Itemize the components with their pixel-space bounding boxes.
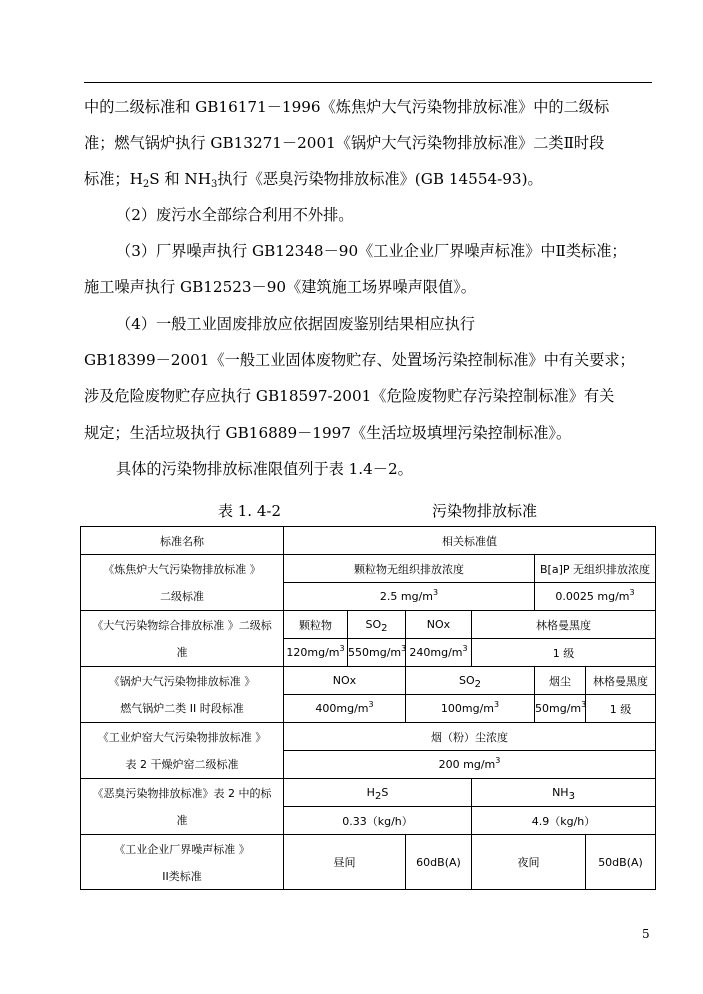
table-cell: NOx: [406, 611, 472, 639]
table-cell: 烟（粉）尘浓度: [284, 723, 656, 751]
table-number: 表 1. 4-2: [218, 502, 282, 520]
table-row: [81, 723, 656, 751]
table-cell: 50dB(A): [586, 835, 656, 890]
table-row: [81, 807, 656, 835]
table-cell: $550mg/m^3$: [348, 639, 406, 667]
row-standard-name: 《恶臭污染物排放标准》表 2 中的标: [81, 779, 284, 807]
header-rule: [84, 82, 652, 83]
table-cell: 0.0025 $mg/m^3$: [535, 583, 656, 611]
table-cell: 200 $mg/m^3$: [284, 751, 656, 779]
table-cell: $NH_3$: [472, 779, 656, 807]
table-cell: $100mg/m^3$: [406, 695, 535, 723]
table-row: [81, 779, 656, 807]
row-standard-name: 二级标准: [81, 583, 284, 611]
emission-standards-table: [80, 526, 656, 890]
para-line-7: （4）一般工业固废排放应依据固废鉴别结果相应执行: [116, 315, 475, 333]
para-line-2: 准；燃气锅炉执行 GB13271－2001《锅炉大气污染物排放标准》二类Ⅱ时段: [84, 134, 605, 152]
table-cell: B[a]P 无组织排放浓度: [535, 555, 656, 583]
table-cell: $50mg/m^3$: [535, 695, 586, 723]
table-cell: 林格曼黑度: [586, 667, 656, 695]
table-cell: 2.5 $mg/m^3$: [284, 583, 535, 611]
table-cell: $SO_2$: [406, 667, 535, 695]
row-standard-name: 《工业企业厂界噪声标准 》: [81, 835, 284, 863]
para-line-5: （3）厂界噪声执行 GB12348－90《工业企业厂界噪声标准》中Ⅱ类标准；: [116, 242, 627, 260]
table-cell: 4.9（kg/h）: [472, 807, 656, 835]
para-line-10: 规定；生活垃圾执行 GB16889－1997《生活垃圾填埋污染控制标准》。: [84, 424, 572, 442]
table-cell: $H_2S$: [284, 779, 472, 807]
row-standard-name: II类标准: [81, 862, 284, 890]
para-line-11: 具体的污染物排放标准限值列于表 1.4－2。: [116, 460, 413, 478]
table-cell: 颗粒物: [284, 611, 348, 639]
table-cell: NOx: [284, 667, 406, 695]
page-number: 5: [642, 927, 650, 941]
table-cell: $240mg/m^3$: [406, 639, 472, 667]
table-cell: $120mg/m^3$: [284, 639, 348, 667]
row-standard-name: 《炼焦炉大气污染物排放标准 》: [81, 555, 284, 583]
table-cell: 夜间: [472, 835, 586, 890]
table-cell: $SO_2$: [348, 611, 406, 639]
table-title: 污染物排放标准: [432, 502, 538, 520]
table-cell: 1 级: [586, 695, 656, 723]
table-cell: 60dB(A): [406, 835, 472, 890]
table-header-row: [81, 527, 656, 555]
para-line-6: 施工噪声执行 GB12523－90《建筑施工场界噪声限值》。: [84, 278, 476, 296]
table-cell: 1 级: [472, 639, 656, 667]
table-cell: 烟尘: [535, 667, 586, 695]
table-row: [81, 667, 656, 695]
table-row: [81, 583, 656, 611]
para-line-9: 涉及危险废物贮存应执行 GB18597-2001《危险废物贮存污染控制标准》有关: [84, 387, 615, 405]
header-related-value: 相关标准值: [284, 527, 656, 555]
table-cell: 颗粒物无组织排放浓度: [284, 555, 535, 583]
row-standard-name: 表 2 干燥炉窑二级标准: [81, 751, 284, 779]
header-standard-name: 标准名称: [81, 527, 284, 555]
row-standard-name: 准: [81, 807, 284, 835]
row-standard-name: 《工业炉窑大气污染物排放标准 》: [81, 723, 284, 751]
table-cell: $400mg/m^3$: [284, 695, 406, 723]
table-row: [81, 639, 656, 667]
row-standard-name: 准: [81, 639, 284, 667]
row-standard-name: 《大气污染物综合排放标准 》二级标: [81, 611, 284, 639]
para-line-1: 中的二级标准和 GB16171－1996《炼焦炉大气污染物排放标准》中的二级标: [84, 98, 610, 116]
table-row: [81, 611, 656, 639]
table-cell: 林格曼黑度: [472, 611, 656, 639]
row-standard-name: 燃气锅炉二类 II 时段标准: [81, 695, 284, 723]
para-line-4: （2）废污水全部综合利用不外排。: [116, 206, 354, 224]
table-row: [81, 555, 656, 583]
table-cell: 0.33（kg/h）: [284, 807, 472, 835]
para-line-3: 标准；$H_2S$ 和 $NH_3$执行《恶臭污染物排放标准》(GB 14554-93)。: [84, 170, 543, 190]
table-row: [81, 751, 656, 779]
row-standard-name: 《锅炉大气污染物排放标准 》: [81, 667, 284, 695]
table-cell: 昼间: [284, 835, 406, 890]
para-line-8: GB18399－2001《一般工业固体废物贮存、处置场污染控制标准》中有关要求；: [84, 351, 635, 369]
table-row: [81, 695, 656, 723]
table-row: [81, 835, 656, 863]
